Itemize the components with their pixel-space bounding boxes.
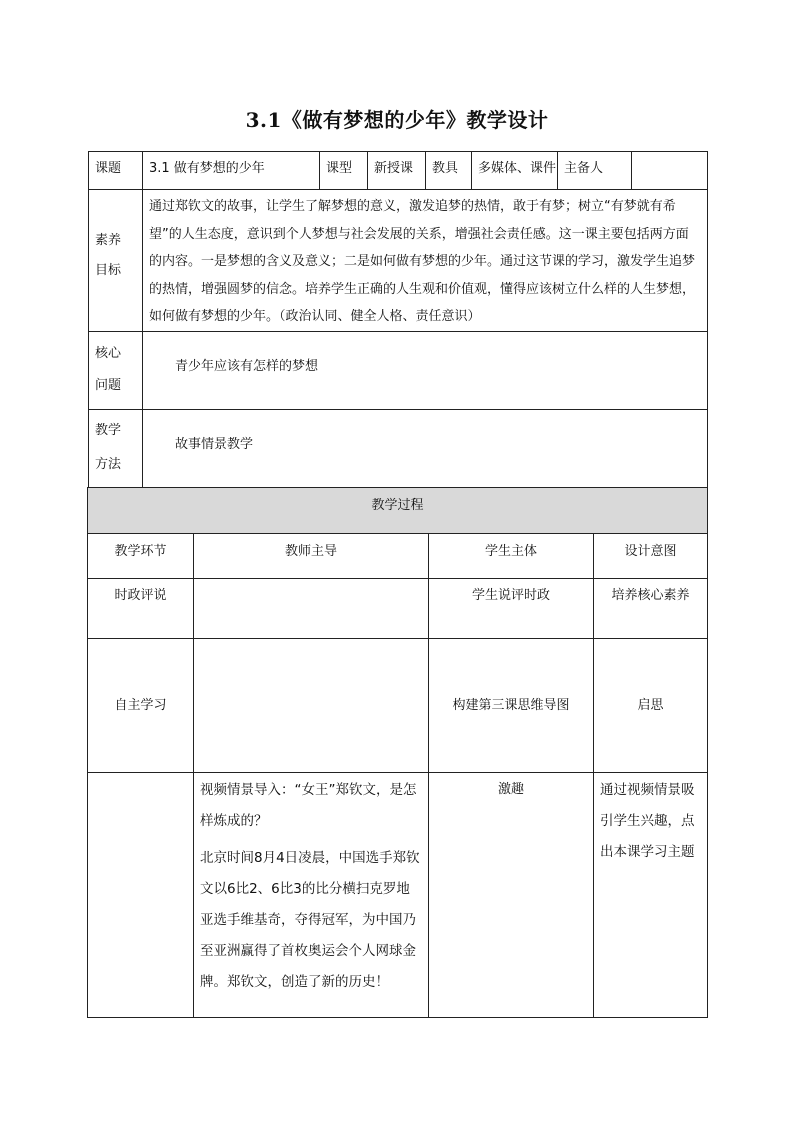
info-table [88,151,708,488]
stage-cell [88,773,194,1018]
process-header: 教学过程 [88,488,708,534]
process-header-row [88,488,708,534]
literacy-label-line2: 目标 [95,263,122,278]
method-label [89,409,143,487]
literacy-label-line1: 素养 [95,233,122,248]
page-title: 3.1《做有梦想的少年》教学设计 [245,108,549,132]
column-header-stage: 教学环节 [88,534,194,579]
literacy-label [89,190,143,332]
literacy-row [89,190,708,332]
teacher-cell [194,773,429,1018]
student-cell: 激趣 [429,773,594,1018]
intent-cell: 启思 [594,639,708,773]
method-text: 故事情景教学 [143,409,708,487]
core-label [89,331,143,409]
method-row [89,409,708,487]
preparer-value [632,152,708,190]
topic-row [89,152,708,190]
table-row [88,639,708,773]
method-label-line2: 方法 [95,456,122,472]
teacher-paragraph: 北京时间8月4日凌晨，中国选手郑钦文以6比2、6比3的比分横扫克罗地亚选手维基奇，夺得冠军，为中国乃至亚洲赢得了首枚奥运会个人网球金牌。郑钦文，创造了新的历史！ [200,850,420,990]
core-label-line2: 问题 [95,377,122,393]
process-columns-row [88,534,708,579]
table-row [88,773,708,1018]
topic-label: 课题 [89,152,143,190]
student-cell: 学生说评时政 [429,579,594,639]
topic-value: 3.1 做有梦想的少年 [143,152,320,190]
column-header-student: 学生主体 [429,534,594,579]
table-row [88,579,708,639]
student-cell: 构建第三课思维导图 [429,639,594,773]
teacher-paragraph: 视频情景导入：“女王”郑钦文，是怎样炼成的？ [200,782,417,829]
tools-value: 多媒体、课件 [472,152,558,190]
tools-label: 教具 [426,152,472,190]
stage-cell: 时政评说 [88,579,194,639]
column-header-teacher: 教师主导 [194,534,429,579]
column-header-intent: 设计意图 [594,534,708,579]
type-label: 课型 [320,152,368,190]
intent-cell: 通过视频情景吸引学生兴趣，点出本课学习主题 [594,773,708,1018]
literacy-text: 通过郑钦文的故事，让学生了解梦想的意义，激发追梦的热情，敢于有梦；树立“有梦就有希望”的人生态度，意识到个人梦想与社会发展的关系，增强社会责任感。这一课主要包括两方面的内容。一是梦想的含义及意义；二是如何做有梦想的少年。通过这节课的学习，激发学生追梦的热情，增强圆梦的信念。培养学生正确的人生观和价值观，懂得应该树立什么样的人生梦想，如何做有梦想的少年。（政治认同、健全人格、责任意识） [143,190,708,332]
core-question: 青少年应该有怎样的梦想 [143,331,708,409]
core-label-line1: 核心 [95,345,122,361]
intent-cell: 培养核心素养 [594,579,708,639]
method-label-line1: 教学 [95,422,122,438]
preparer-label: 主备人 [558,152,632,190]
process-table [87,487,708,1018]
stage-cell: 自主学习 [88,639,194,773]
core-row [89,331,708,409]
type-value: 新授课 [368,152,426,190]
teacher-cell [194,639,429,773]
teacher-cell [194,579,429,639]
